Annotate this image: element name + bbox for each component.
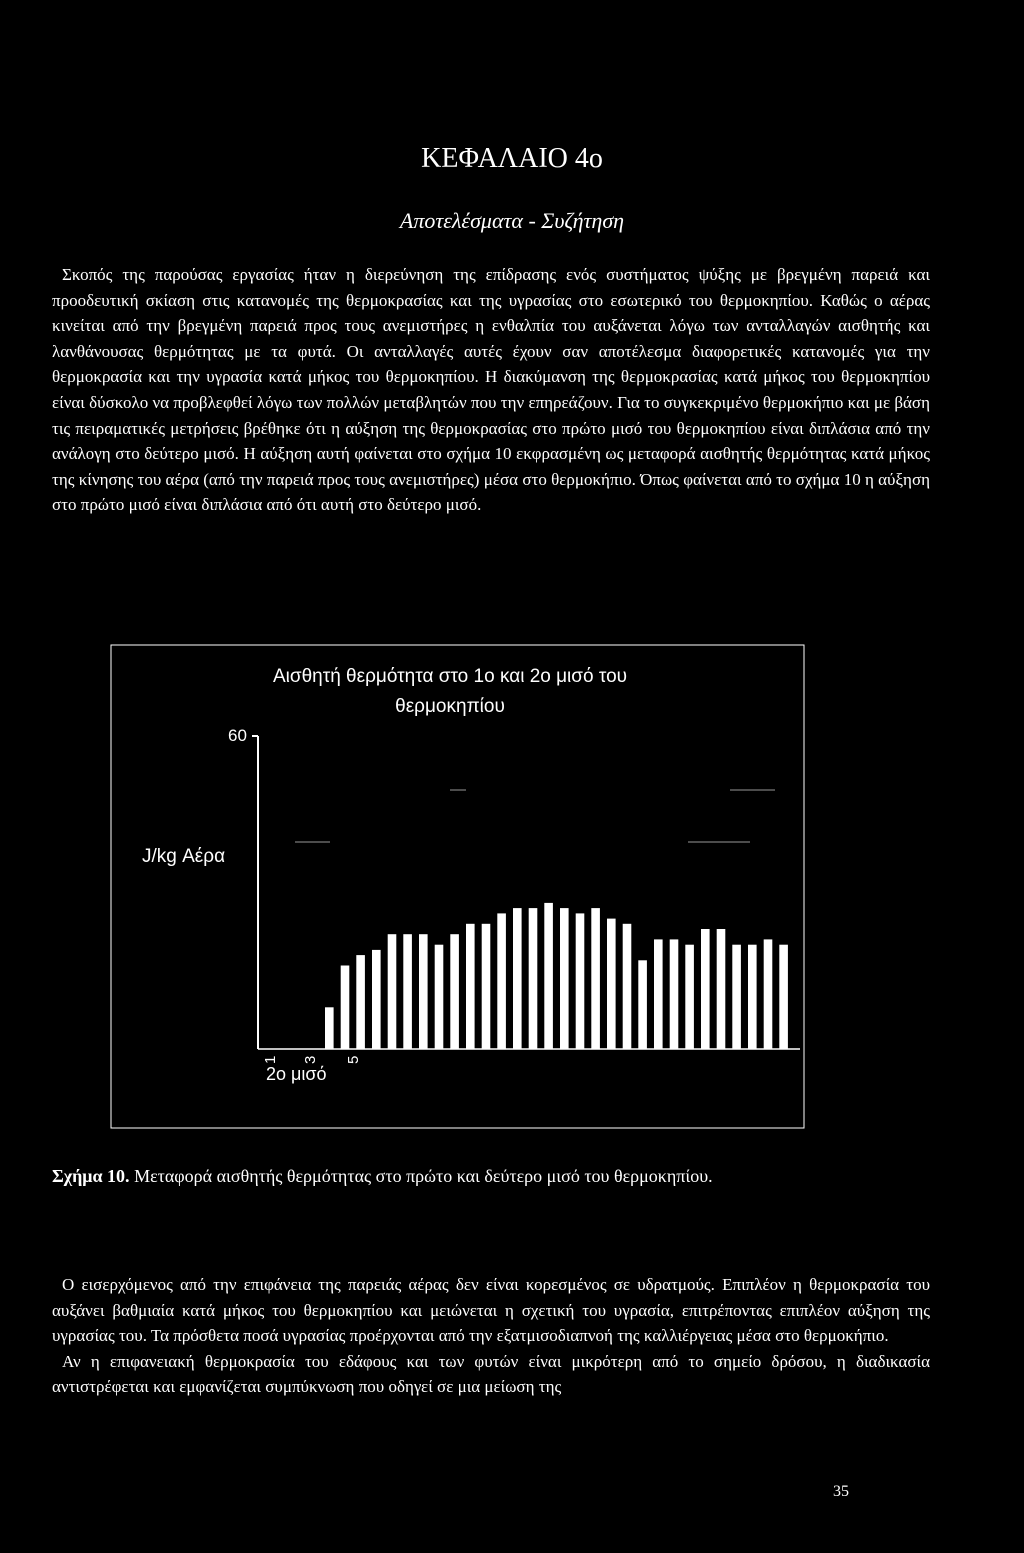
figure-chart xyxy=(110,644,805,1129)
bar xyxy=(482,924,491,1049)
paragraph-text: Αν η επιφανειακή θερμοκρασία του εδάφους και των φυτών είναι μικρότερη από το σημείο δρόσου, η διαδικασία αντιστρέφεται και εμφανίζεται συμπύκνωση που οδηγεί σε μια μείωση της xyxy=(52,1351,930,1397)
bar xyxy=(388,934,397,1049)
bar xyxy=(325,1007,334,1049)
bar xyxy=(435,945,444,1049)
bar xyxy=(560,908,569,1049)
bar xyxy=(607,919,616,1049)
caption-text: Μεταφορά αισθητής θερμότητας στο πρώτο και δεύτερο μισό του θερμοκηπίου. xyxy=(129,1166,713,1186)
bar xyxy=(685,945,694,1049)
bar xyxy=(701,929,710,1049)
bar xyxy=(403,934,412,1049)
caption-label: Σχήμα 10. xyxy=(52,1166,130,1186)
bar xyxy=(591,908,600,1049)
x-axis-label: 2ο μισό xyxy=(266,1064,327,1084)
bar xyxy=(466,924,475,1049)
section-title: Αποτελέσματα - Συζήτηση xyxy=(399,208,625,233)
bar xyxy=(748,945,757,1049)
bar xyxy=(372,950,381,1049)
x-tick-label: 1 xyxy=(262,1055,279,1064)
bar xyxy=(497,913,506,1049)
bar xyxy=(623,924,632,1049)
y-axis-label: J/kg Αέρα xyxy=(142,846,226,867)
bar xyxy=(638,960,647,1049)
bar xyxy=(717,929,726,1049)
paragraph-text: Σκοπός της παρούσας εργασίας ήταν η διερεύνηση της επίδρασης ενός συστήματος ψύξης με βρεγμένη παρειά και προοδευτική σκίαση στις κατανομές της θερμοκρασίας και της υγρασίας στο εσωτερικό του θερμοκηπίου. Καθώς ο αέρας κινείται από την βρεγμένη παρειά προς τους ανεμιστήρες η ενθαλπία του αυξάνεται λόγω των ανταλλαγών αισθητής και λανθάνουσας θερμότητας με τα φυτά. Οι ανταλλαγές αυτές έχουν σαν αποτέλεσμα διαφορετικές κατανομές για την θερμοκρασία και την υγρασία κατά μήκος του θερμοκηπίου. Η διακύμανση της θερμοκρασίας κατά μήκος του θερμοκηπίου είναι δύσκολο να προβλεφθεί λόγω των πολλών μεταβλητών που την επηρεάζουν. Για το συγκεκριμένο θερμοκήπιο και με βάση τις πειραματικές μετρήσεις βρέθηκε ότι η αύξηση της θερμοκρασίας στο πρώτο μισό του θερμοκηπίου είναι διπλάσια από την ανάλογη στο δεύτερο μισό. Η αύξηση αυτή φαίνεται στο σχήμα 10 εκφρασμένη ως μεταφορά αισθητής θερμότητας κατά μήκος της κίνησης του αέρα (από την παρειά προς τους ανεμιστήρες) μέσα στο θερμοκήπιο. Όπως φαίνεται από το σχήμα 10 η αύξηση στο πρώτο μισό είναι διπλάσια από ότι αυτή στο δεύτερο μισό. xyxy=(52,265,930,515)
bar xyxy=(513,908,522,1049)
x-tick-label: 3 xyxy=(302,1055,319,1064)
bar xyxy=(544,903,553,1049)
bar xyxy=(450,934,459,1049)
y-tick-label: 60 xyxy=(228,726,247,745)
page-number: 35 xyxy=(833,1483,849,1500)
bar xyxy=(576,913,585,1049)
bar xyxy=(764,939,773,1049)
body-paragraph-2 xyxy=(52,1272,930,1400)
body-paragraph-1 xyxy=(52,262,930,518)
bar xyxy=(341,966,350,1050)
bar xyxy=(779,945,788,1049)
x-tick-label: 5 xyxy=(345,1055,362,1064)
bar xyxy=(419,934,428,1049)
paragraph-text: Ο εισερχόμενος από την επιφάνεια της παρειάς αέρας δεν είναι κορεσμένος σε υδρατμούς. Επιπλέον η θερμοκρασία του αυξάνει βαθμιαία κατά μήκος του θερμοκηπίου και μειώνεται η σχετική του υγρασία, επιτρέποντας επιπλέον αύξηση της υγρασίας του. Τα πρόσθετα ποσά υγρασίας προέρχονται από την εξατμισοδιαπνοή της καλλιέργειας μέσα στο θερμοκήπιο. xyxy=(52,1275,930,1346)
bar xyxy=(732,945,741,1049)
bar xyxy=(654,939,663,1049)
bar xyxy=(670,939,679,1049)
bar xyxy=(356,955,365,1049)
chart-title: Αισθητή θερμότητα στο 1ο και 2ο μισό του θερμοκηπίου xyxy=(272,666,628,717)
figure-caption xyxy=(52,1166,713,1187)
chapter-heading: ΚΕΦΑΛΑΙΟ 4ο xyxy=(421,143,603,174)
bar xyxy=(529,908,538,1049)
